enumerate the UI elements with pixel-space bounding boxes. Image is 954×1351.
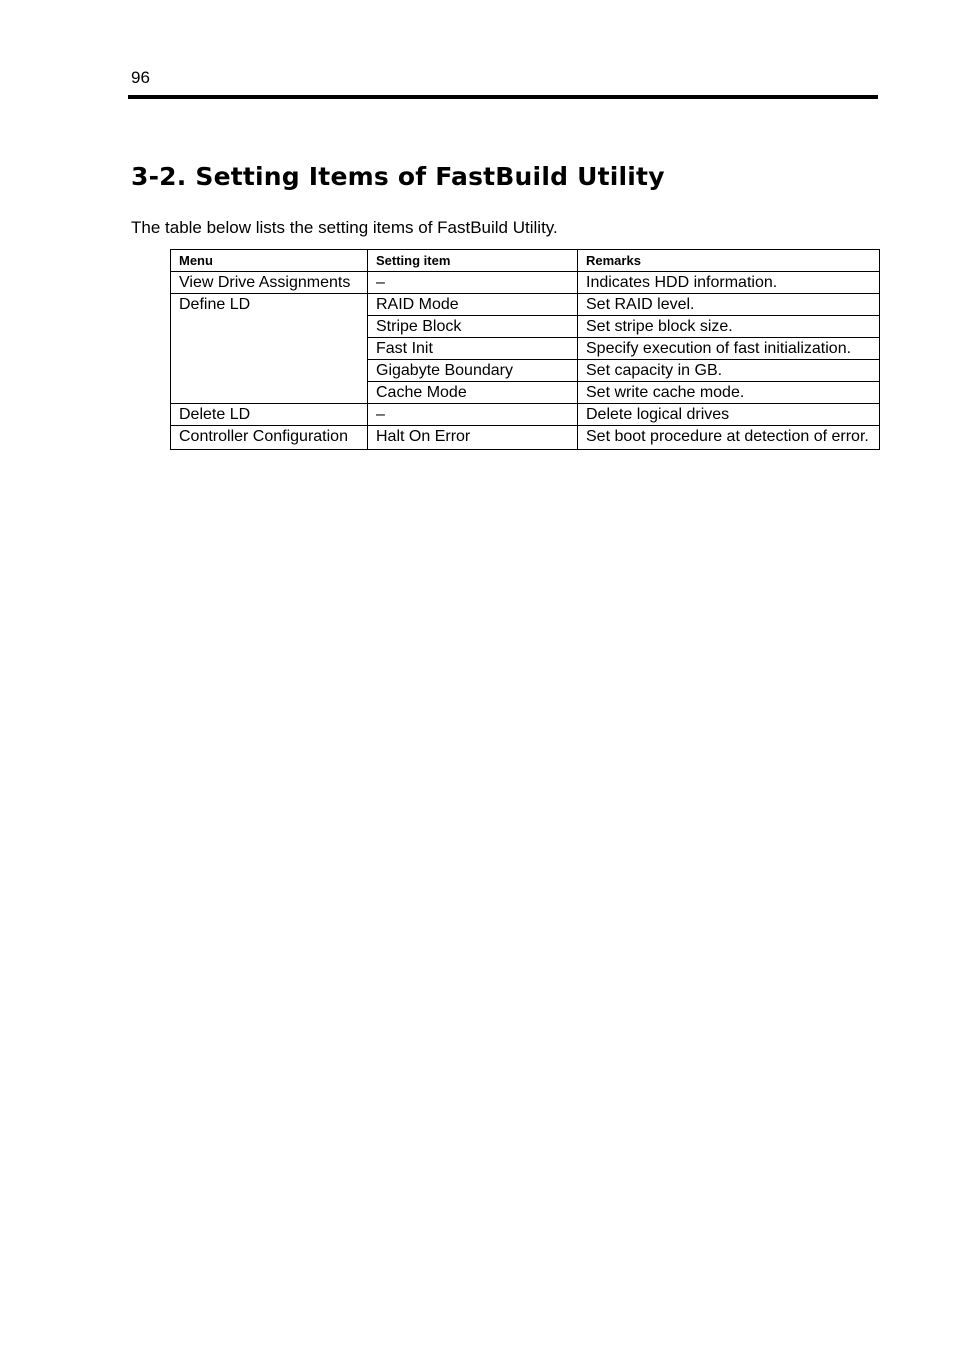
setting-cell: RAID Mode	[368, 294, 578, 316]
setting-cell: –	[368, 272, 578, 294]
setting-cell: Gigabyte Boundary	[368, 360, 578, 382]
column-header-menu: Menu	[171, 250, 368, 272]
remarks-cell: Set RAID level.	[578, 294, 880, 316]
section-title: 3-2. Setting Items of FastBuild Utility	[131, 162, 665, 191]
table-row	[171, 294, 880, 316]
settings-table	[170, 249, 880, 450]
remarks-cell: Set capacity in GB.	[578, 360, 880, 382]
remarks-cell: Indicates HDD information.	[578, 272, 880, 294]
setting-cell: Fast Init	[368, 338, 578, 360]
setting-cell: Stripe Block	[368, 316, 578, 338]
setting-cell: –	[368, 404, 578, 426]
menu-cell: Controller Configuration	[171, 426, 368, 450]
remarks-cell: Specify execution of fast initialization.	[578, 338, 880, 360]
table-header-row	[171, 250, 880, 272]
menu-cell: View Drive Assignments	[171, 272, 368, 294]
table-row	[171, 426, 880, 450]
header-rule	[128, 95, 878, 99]
intro-paragraph: The table below lists the setting items of FastBuild Utility.	[131, 218, 558, 237]
table-row	[171, 404, 880, 426]
page-number: 96	[131, 68, 150, 87]
table-row	[171, 272, 880, 294]
remarks-cell: Set stripe block size.	[578, 316, 880, 338]
column-header-setting-item: Setting item	[368, 250, 578, 272]
remarks-cell: Delete logical drives	[578, 404, 880, 426]
remarks-cell: Set write cache mode.	[578, 382, 880, 404]
menu-cell: Define LD	[171, 294, 368, 404]
column-header-remarks: Remarks	[578, 250, 880, 272]
menu-cell: Delete LD	[171, 404, 368, 426]
setting-cell: Halt On Error	[368, 426, 578, 450]
setting-cell: Cache Mode	[368, 382, 578, 404]
remarks-cell: Set boot procedure at detection of error.	[578, 426, 880, 450]
